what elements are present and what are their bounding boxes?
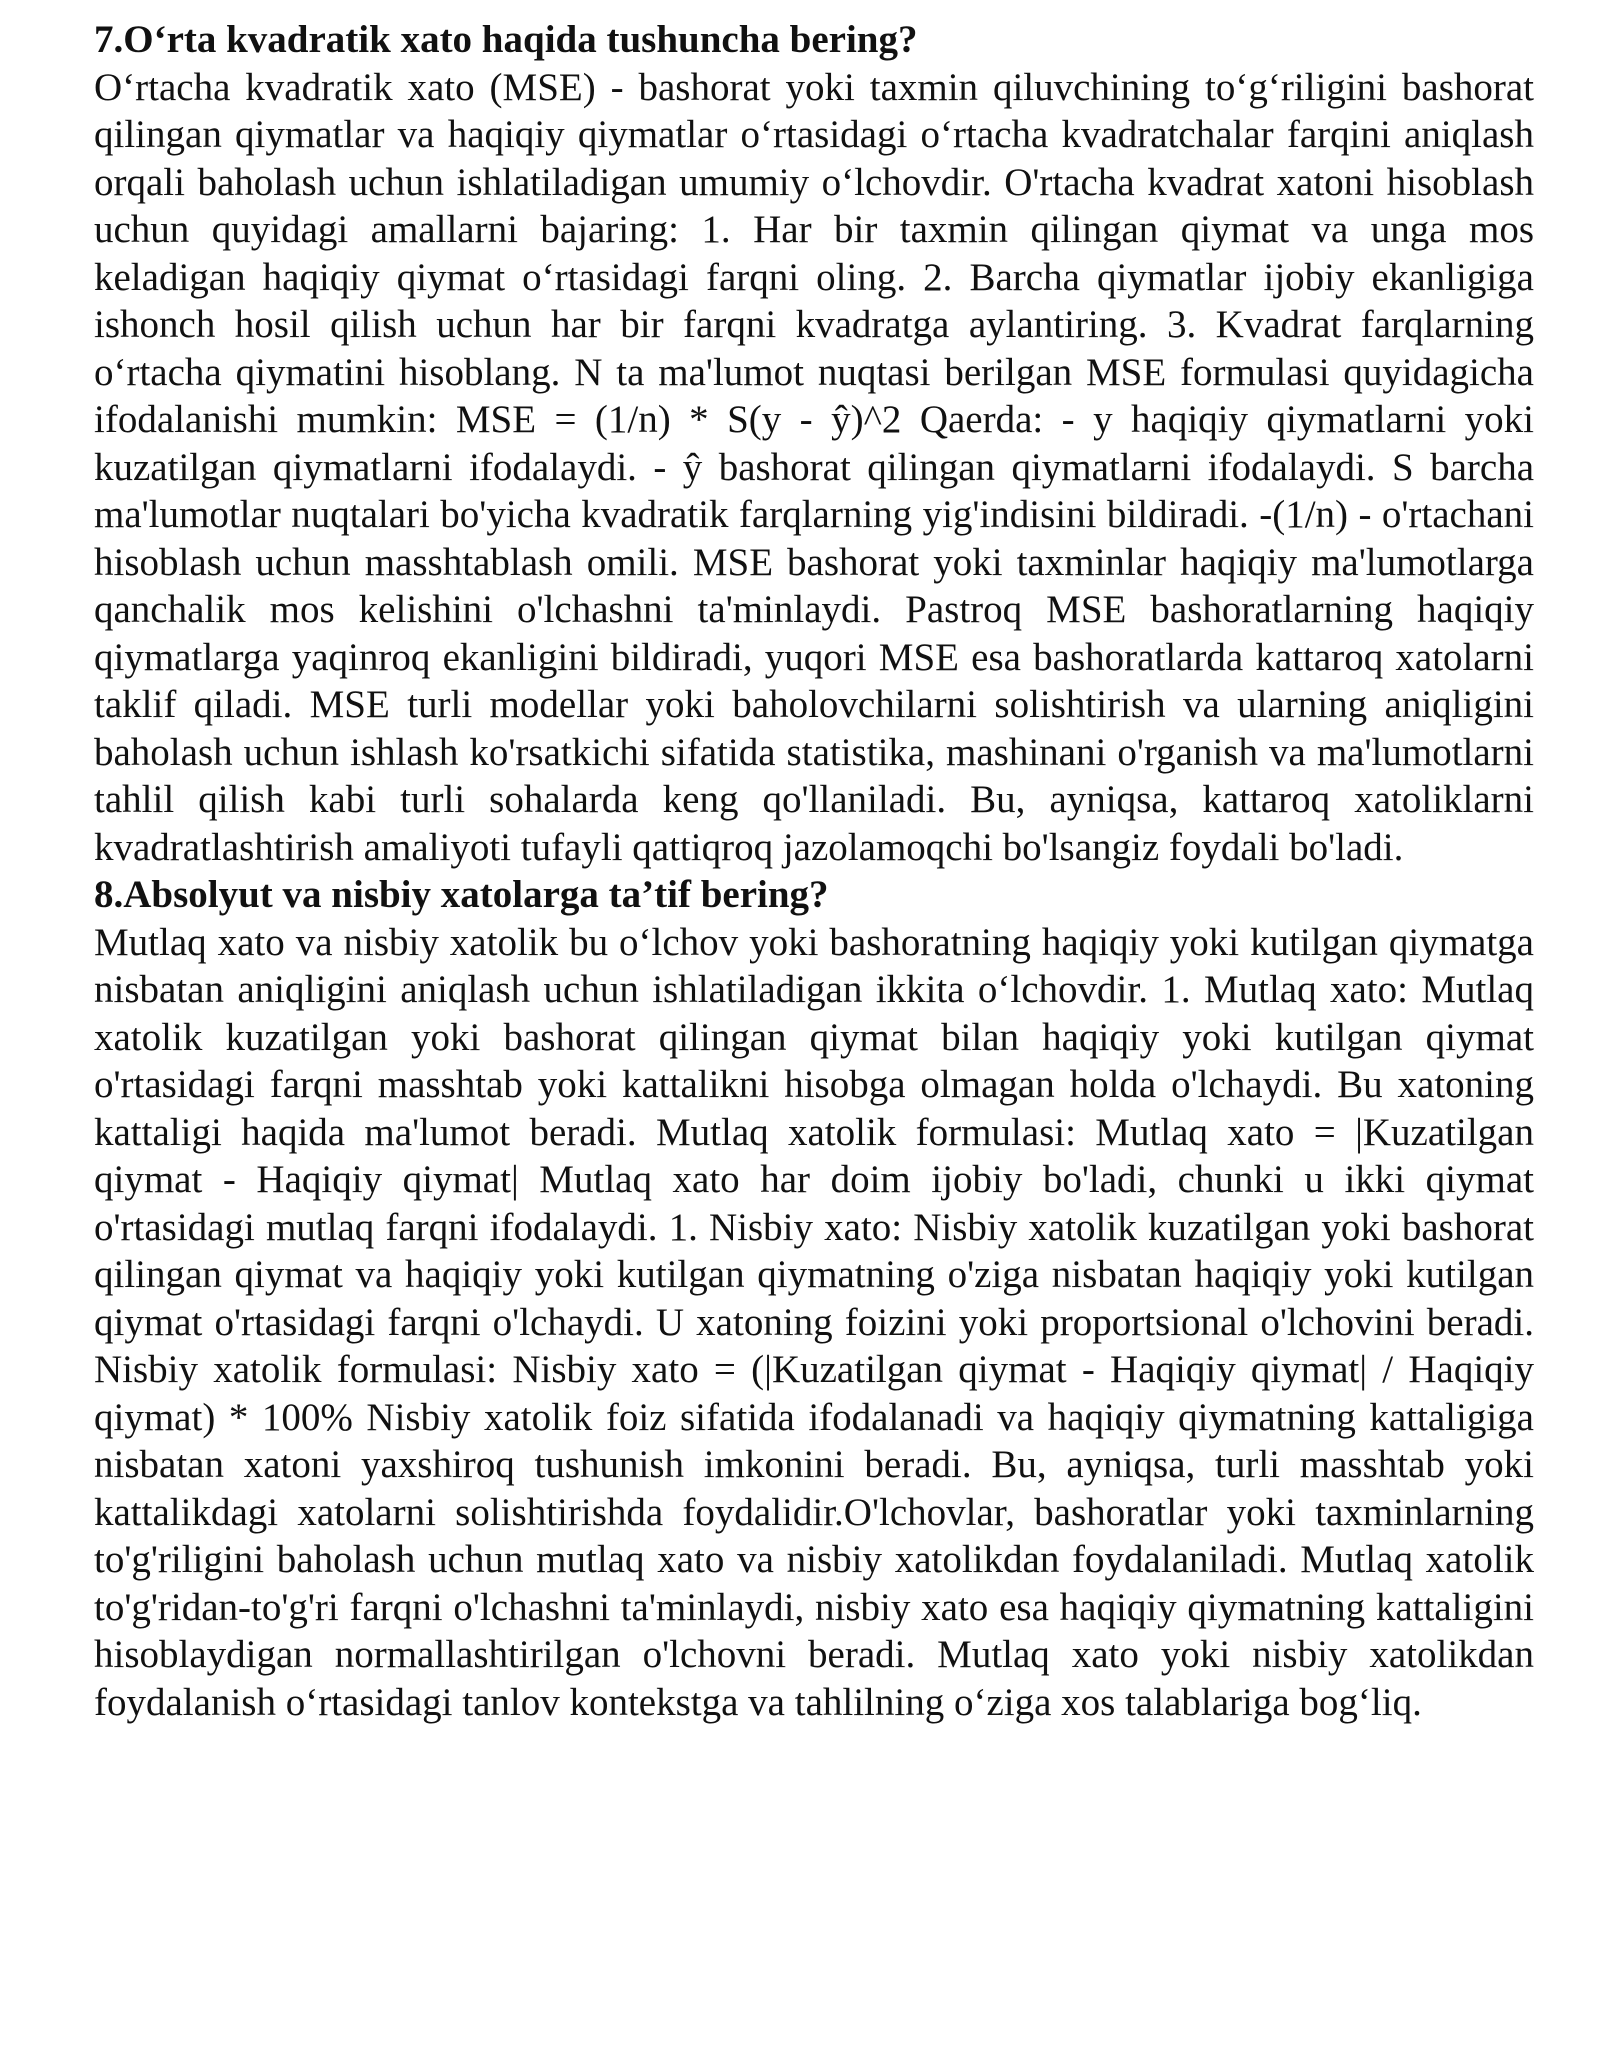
section-body-mse: O‘rtacha kvadratik xato (MSE) - bashorat yoki taxmin qiluvchining to‘g‘riligini bashorat qilingan qiymatlar va haqiqiy qiymatlar o‘rtasidagi o‘rtacha kvadratchalar farqini aniqlash orqali baholash uchun ishlatiladigan umumiy o‘lchovdir. O'rtacha kvadrat xatoni hisoblash uchun quyidagi amallarni bajaring: 1. Har bir taxmin qilingan qiymat va unga mos keladigan haqiqiy qiymat o‘rtasidagi farqni oling. 2. Barcha qiymatlar ijobiy ekanligiga ishonch hosil qilish uchun har bir farqni kvadratga aylantiring. 3. Kvadrat farqlarning o‘rtacha qiymatini hisoblang. N ta ma'lumot nuqtasi berilgan MSE formulasi quyidagicha ifodalanishi mumkin: MSE = (1/n) * S(y - ŷ)^2 Qaerda: - y haqiqiy qiymatlarni yoki kuzatilgan qiymatlarni ifodalaydi. - ŷ bashorat qilingan qiymatlarni ifodalaydi. S barcha ma'lumotlar nuqtalari bo'yicha kvadratik farqlarning yig'indisini bildiradi. -(1/n) - o'rtachani hisoblash uchun masshtablash omili. MSE bashorat yoki taxminlar haqiqiy ma'lumotlarga qanchalik mos kelishini o'lchashni ta'minlaydi. Pastroq MSE bashoratlarning haqiqiy qiymatlarga yaqinroq ekanligini bildiradi, yuqori MSE esa bashoratlarda kattaroq xatolarni taklif qiladi. MSE turli modellar yoki baholovchilarni solishtirish va ularning aniqligini baholash uchun ishlash ko'rsatkichi sifatida statistika, mashinani o'rganish va ma'lumotlarni tahlil qilish kabi turli sohalarda keng qo'llaniladi. Bu, ayniqsa, kattaroq xatoliklarni kvadratlashtirish amaliyoti tufayli qattiqroq jazolamoqchi bo'lsangiz foydali bo'ladi. bbox=[94, 65, 1534, 869]
section-body-absolute-relative-error: Mutlaq xato va nisbiy xatolik bu o‘lchov yoki bashoratning haqiqiy yoki kutilgan qiymatga nisbatan aniqligini aniqlash uchun ishlatiladigan ikkita o‘lchovdir. 1. Mutlaq xato: Mutlaq xatolik kuzatilgan yoki bashorat qilingan qiymat bilan haqiqiy yoki kutilgan qiymat o'rtasidagi farqni masshtab yoki kattalikni hisobga olmagan holda o'lchaydi. Bu xatoning kattaligi haqida ma'lumot beradi. Mutlaq xatolik formulasi: Mutlaq xato = |Kuzatilgan qiymat - Haqiqiy qiymat| Mutlaq xato har doim ijobiy bo'ladi, chunki u ikki qiymat o'rtasidagi mutlaq farqni ifodalaydi. 1. Nisbiy xato: Nisbiy xatolik kuzatilgan yoki bashorat qilingan qiymat va haqiqiy yoki kutilgan qiymatning o'ziga nisbatan haqiqiy yoki kutilgan qiymat o'rtasidagi farqni o'lchaydi. U xatoning foizini yoki proportsional o'lchovini beradi. Nisbiy xatolik formulasi: Nisbiy xato = (|Kuzatilgan qiymat - Haqiqiy qiymat| / Haqiqiy qiymat) * 100% Nisbiy xatolik foiz sifatida ifodalanadi va haqiqiy qiymatning kattaligiga nisbatan xatoni yaxshiroq tushunish imkonini beradi. Bu, ayniqsa, turli masshtab yoki kattalikdagi xatolarni solishtirishda foydalidir.O'lchovlar, bashoratlar yoki taxminlarning to'g'riligini baholash uchun mutlaq xato va nisbiy xatolikdan foydalaniladi. Mutlaq xatolik to'g'ridan-to'g'ri farqni o'lchashni ta'minlaydi, nisbiy xato esa haqiqiy qiymatning kattaligini hisoblaydigan normallashtirilgan o'lchovni beradi. Mutlaq xato yoki nisbiy xatolikdan foydalanish o‘rtasidagi tanlov kontekstga va tahlilning o‘ziga xos talablariga bog‘liq. bbox=[94, 920, 1534, 1724]
document-page bbox=[94, 16, 1534, 1726]
section-title-mse: 7.O‘rta kvadratik xato haqida tushuncha bering? bbox=[94, 18, 918, 61]
section-title-absolute-relative-error: 8.Absolyut va nisbiy xatolarga ta’tif bering? bbox=[94, 873, 829, 916]
